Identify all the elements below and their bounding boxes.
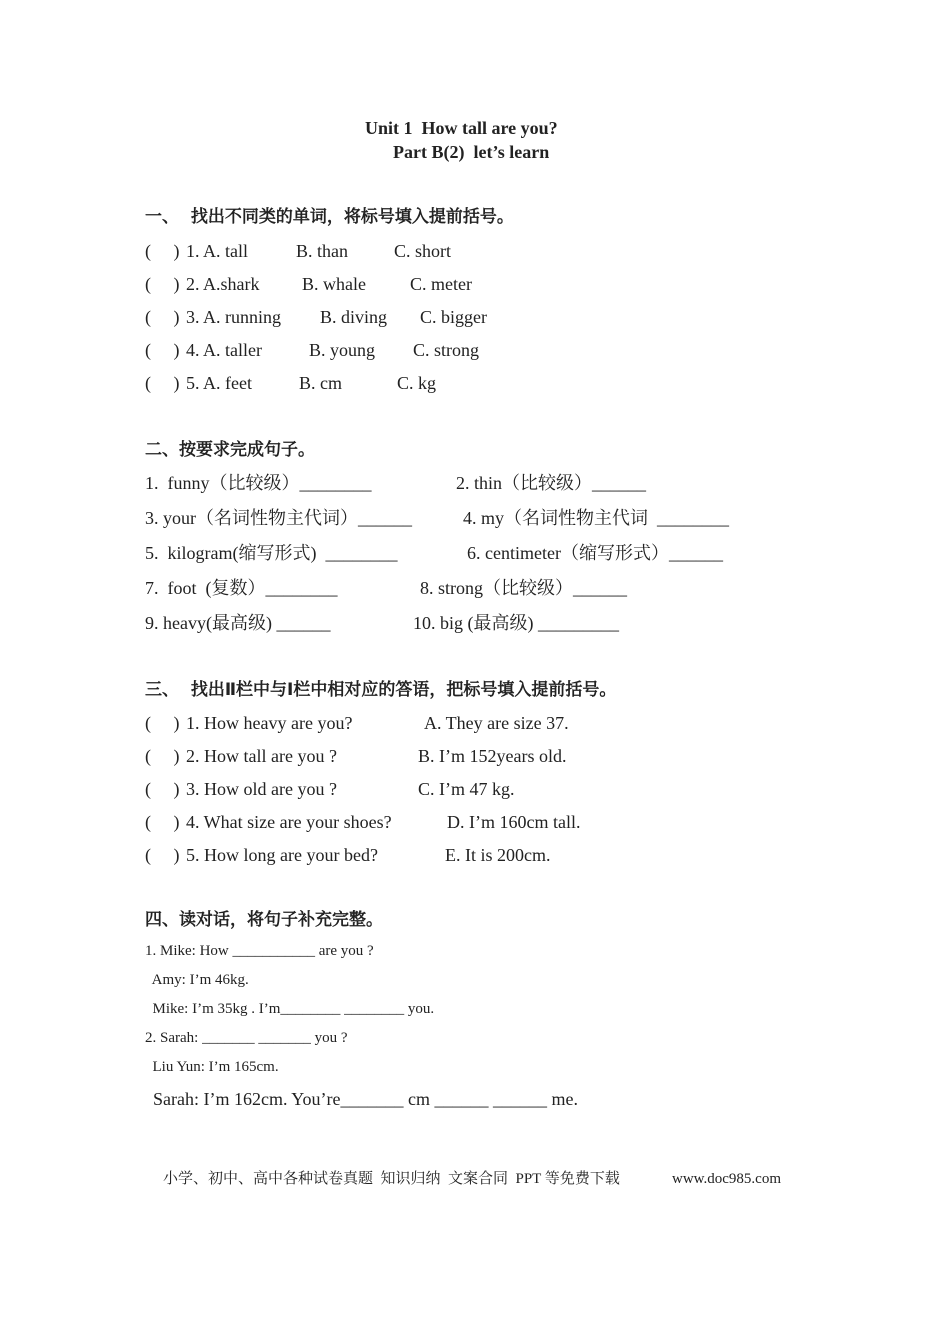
- option-b: B. than: [296, 241, 348, 261]
- section2-item: 10. big (最高级) _________: [413, 613, 619, 633]
- answer-blank: ( ): [145, 812, 180, 832]
- section2-heading: 二、按要求完成句子。: [145, 440, 315, 460]
- question: 1. A. tall: [186, 241, 248, 261]
- question: 2. How tall are you ?: [186, 746, 337, 766]
- option-c: C. short: [394, 241, 452, 261]
- section2-item: 2. thin（比较级）______: [456, 473, 647, 493]
- answer-option: A. They are size 37.: [424, 713, 569, 733]
- footer-link[interactable]: www.doc985.com: [672, 1171, 782, 1187]
- question: 4. What size are your shoes?: [186, 812, 392, 832]
- option-c: C. bigger: [420, 307, 487, 327]
- dialogue-line: Mike: I’m 35kg . I’m________ ________ you.: [145, 1001, 435, 1017]
- answer-option: D. I’m 160cm tall.: [447, 812, 581, 832]
- section2-item: 5. kilogram(缩写形式) ________: [145, 543, 398, 563]
- dialogue-line: Liu Yun: I’m 165cm.: [145, 1059, 279, 1075]
- answer-blank: ( ): [145, 373, 180, 393]
- section2-item: 3. your（名词性物主代词）______: [145, 508, 412, 528]
- section2-item: 8. strong（比较级）______: [420, 578, 627, 598]
- answer-option: B. I’m 152years old.: [418, 746, 567, 766]
- answer-option: E. It is 200cm.: [445, 845, 551, 865]
- answer-blank: ( ): [145, 746, 180, 766]
- question: 4. A. taller: [186, 340, 262, 360]
- answer-blank: ( ): [145, 274, 180, 294]
- answer-blank: ( ): [145, 779, 180, 799]
- question: 3. How old are you ?: [186, 779, 337, 799]
- answer-blank: ( ): [145, 241, 180, 261]
- dialogue-line: 2. Sarah: _______ _______ you ?: [145, 1030, 348, 1046]
- answer-blank: ( ): [145, 845, 180, 865]
- section2-item: 1. funny（比较级）________: [145, 473, 372, 493]
- question: 5. How long are your bed?: [186, 845, 378, 865]
- section3-heading: 三、 找出Ⅱ栏中与Ⅰ栏中相对应的答语，把标号填入提前括号。: [145, 680, 617, 700]
- section1-heading: 一、 找出不同类的单词，将标号填入提前括号。: [145, 207, 514, 227]
- option-c: C. kg: [397, 373, 437, 393]
- option-b: B. cm: [299, 373, 342, 393]
- footer-text: 小学、初中、高中各种试卷真题 知识归纳 文案合同 PPT 等免费下载: [163, 1171, 620, 1187]
- title: Unit 1 How tall are you?: [365, 118, 558, 138]
- question: 2. A.shark: [186, 274, 260, 294]
- question: 1. How heavy are you?: [186, 713, 353, 733]
- answer-option: C. I’m 47 kg.: [418, 779, 515, 799]
- option-c: C. strong: [413, 340, 480, 360]
- section4-heading: 四、读对话，将句子补充完整。: [145, 910, 383, 930]
- dialogue-line: Sarah: I’m 162cm. You’re_______ cm ______ ______ me.: [153, 1089, 578, 1109]
- section2-item: 9. heavy(最高级) ______: [145, 613, 331, 633]
- option-c: C. meter: [410, 274, 472, 294]
- section2-item: 4. my（名词性物主代词 ________: [463, 508, 730, 528]
- option-b: B. diving: [320, 307, 388, 327]
- dialogue-line: 1. Mike: How ___________ are you ?: [145, 943, 374, 959]
- question: 5. A. feet: [186, 373, 252, 393]
- answer-blank: ( ): [145, 713, 180, 733]
- option-b: B. whale: [302, 274, 366, 294]
- subtitle: Part B(2) let’s learn: [393, 142, 550, 162]
- dialogue-line: Amy: I’m 46kg.: [145, 972, 249, 988]
- section2-item: 7. foot (复数）________: [145, 578, 338, 598]
- answer-blank: ( ): [145, 340, 180, 360]
- section2-item: 6. centimeter（缩写形式）______: [467, 543, 723, 563]
- question: 3. A. running: [186, 307, 282, 327]
- option-b: B. young: [309, 340, 376, 360]
- answer-blank: ( ): [145, 307, 180, 327]
